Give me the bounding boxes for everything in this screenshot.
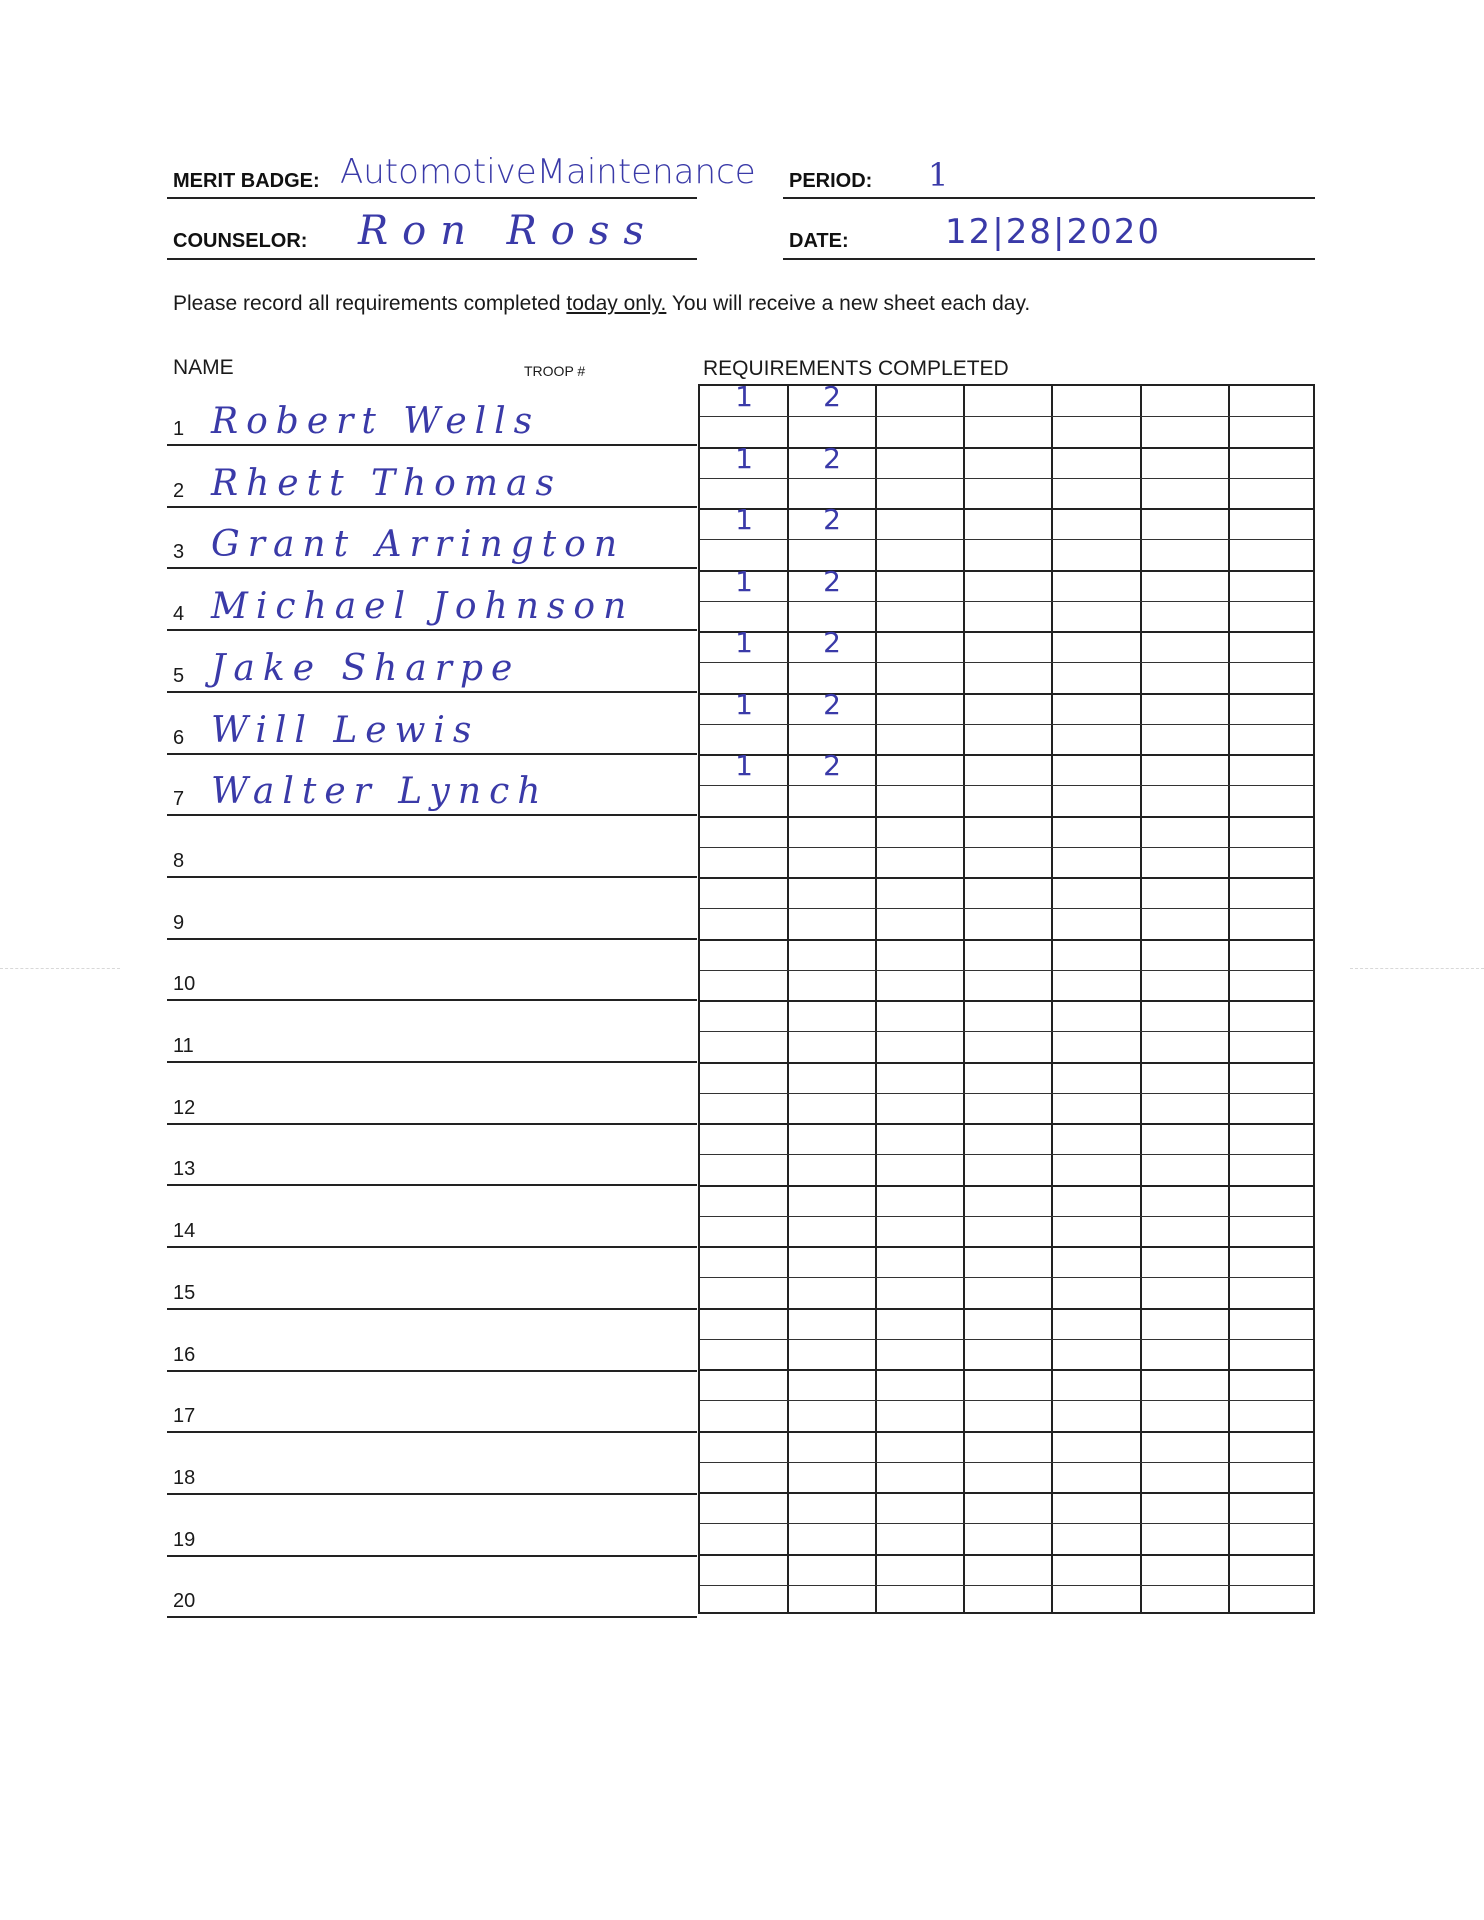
- roster-row: [167, 1310, 697, 1372]
- name-column-header: NAME: [173, 356, 234, 379]
- grid-row-divider: [700, 1308, 1313, 1310]
- row-number: 9: [173, 911, 185, 934]
- roster-row: [167, 939, 697, 1001]
- row-number: 1: [173, 418, 185, 440]
- period-value[interactable]: 1: [928, 156, 952, 194]
- roster-row: [167, 693, 697, 755]
- row-number: 20: [173, 1590, 196, 1613]
- grid-row-divider: [700, 1246, 1313, 1248]
- grid-half-row-divider: [700, 1462, 1313, 1463]
- requirements-grid: [698, 380, 1315, 1614]
- row-number: 19: [173, 1528, 196, 1551]
- requirement-mark[interactable]: 1: [735, 749, 753, 782]
- roster-row: [167, 1063, 697, 1125]
- grid-half-row-divider: [700, 601, 1313, 602]
- row-underline: [167, 1616, 697, 1618]
- row-number: 13: [173, 1158, 196, 1181]
- grid-half-row-divider: [700, 970, 1313, 971]
- grid-half-row-divider: [700, 1031, 1313, 1032]
- row-number: 18: [173, 1466, 196, 1489]
- roster-row: [167, 446, 697, 508]
- requirement-mark[interactable]: 2: [823, 503, 841, 536]
- row-number: 11: [173, 1035, 194, 1057]
- roster-row: [167, 384, 697, 446]
- scout-name[interactable]: Robert Wells: [211, 401, 541, 442]
- grid-row-divider: [700, 1062, 1313, 1064]
- grid-half-row-divider: [700, 1216, 1313, 1217]
- roster-row: [167, 754, 697, 816]
- grid-half-row-divider: [700, 908, 1313, 909]
- grid-row-divider: [700, 1492, 1313, 1494]
- scout-name[interactable]: Will Lewis: [211, 709, 480, 751]
- grid-half-row-divider: [700, 1585, 1313, 1586]
- date-value[interactable]: 12|28|2020: [945, 212, 1161, 252]
- grid-half-row-divider: [700, 416, 1313, 417]
- requirement-mark[interactable]: 2: [823, 564, 841, 598]
- grid-half-row-divider: [700, 478, 1313, 479]
- row-number: 8: [173, 849, 185, 872]
- roster-row: [167, 1248, 697, 1310]
- instructions-after: You will receive a new sheet each day.: [666, 292, 1031, 315]
- row-number: 10: [173, 973, 196, 996]
- grid-row-divider: [700, 1369, 1313, 1371]
- period-label: PERIOD:: [789, 170, 873, 192]
- roster-row: [167, 1371, 697, 1433]
- roster-row: [167, 1433, 697, 1495]
- row-number: 6: [173, 726, 185, 749]
- requirement-mark[interactable]: 1: [735, 441, 753, 475]
- grid-half-row-divider: [700, 1093, 1313, 1094]
- row-number: 4: [173, 603, 185, 626]
- requirement-mark[interactable]: 2: [823, 441, 841, 475]
- period-underline: [783, 197, 1315, 199]
- roster-row: [167, 878, 697, 940]
- fold-mark-right: [1350, 968, 1484, 969]
- counselor-label: COUNSELOR:: [173, 230, 308, 252]
- roster-row: [167, 569, 697, 631]
- row-number: 5: [173, 664, 185, 687]
- row-number: 2: [173, 479, 185, 502]
- grid-half-row-divider: [700, 1154, 1313, 1155]
- roster-row: [167, 1495, 697, 1557]
- requirement-mark[interactable]: 1: [735, 687, 753, 721]
- grid-row-divider: [700, 1000, 1313, 1002]
- requirements-column-header: REQUIREMENTS COMPLETED: [703, 357, 1009, 380]
- counselor-value[interactable]: Ron Ross: [358, 208, 658, 254]
- requirement-mark[interactable]: 1: [735, 626, 753, 659]
- scout-name[interactable]: Jake Sharpe: [211, 647, 521, 689]
- row-number: 3: [173, 541, 185, 564]
- roster-row: [167, 507, 697, 569]
- row-number: 16: [173, 1343, 196, 1366]
- scout-name[interactable]: Walter Lynch: [211, 771, 549, 813]
- requirement-mark[interactable]: 1: [735, 380, 753, 413]
- roster-row: [167, 1124, 697, 1186]
- merit-badge-underline: [167, 197, 697, 199]
- grid-half-row-divider: [700, 539, 1313, 540]
- row-number: 12: [173, 1096, 196, 1119]
- requirement-mark[interactable]: 2: [823, 749, 841, 782]
- merit-badge-label: MERIT BADGE:: [173, 170, 320, 192]
- scout-name[interactable]: Michael Johnson: [211, 586, 635, 628]
- scout-name[interactable]: Rhett Thomas: [211, 462, 562, 504]
- requirement-mark[interactable]: 2: [823, 380, 841, 413]
- grid-half-row-divider: [700, 662, 1313, 663]
- grid-row-divider: [700, 1185, 1313, 1187]
- grid-half-row-divider: [700, 1339, 1313, 1340]
- row-number: 14: [173, 1220, 196, 1243]
- row-number: 17: [173, 1405, 196, 1428]
- row-number: 15: [173, 1281, 196, 1304]
- requirement-mark[interactable]: 1: [735, 503, 753, 536]
- grid-half-row-divider: [700, 1400, 1313, 1401]
- grid-row-divider: [700, 1431, 1313, 1433]
- requirement-mark[interactable]: 1: [735, 564, 753, 598]
- roster-row: [167, 631, 697, 693]
- grid-half-row-divider: [700, 1523, 1313, 1524]
- requirement-mark[interactable]: 2: [823, 687, 841, 721]
- instructions-before: Please record all requirements completed: [173, 292, 567, 315]
- grid-row-divider: [700, 877, 1313, 879]
- date-underline: [783, 258, 1315, 260]
- grid-half-row-divider: [700, 785, 1313, 786]
- instructions-emphasis: today only.: [566, 292, 667, 315]
- grid-row-divider: [700, 816, 1313, 818]
- grid-half-row-divider: [700, 1277, 1313, 1278]
- roster-row: [167, 816, 697, 878]
- grid-half-row-divider: [700, 724, 1313, 725]
- merit-badge-value[interactable]: AutomotiveMaintenance: [340, 152, 756, 192]
- requirement-mark[interactable]: 2: [823, 626, 841, 659]
- roster-row: [167, 1001, 697, 1063]
- grid-half-row-divider: [700, 847, 1313, 848]
- date-label: DATE:: [789, 230, 849, 252]
- scout-name[interactable]: Grant Arrington: [211, 524, 626, 566]
- troop-column-header: TROOP #: [524, 363, 586, 379]
- roster-row: [167, 1556, 697, 1618]
- counselor-underline: [167, 258, 697, 260]
- row-number: 7: [173, 788, 185, 811]
- grid-row-divider: [700, 939, 1313, 941]
- roster-row: [167, 1186, 697, 1248]
- instructions-text: [173, 292, 1030, 316]
- grid-row-divider: [700, 1123, 1313, 1125]
- fold-mark-left: [0, 968, 120, 969]
- grid-row-divider: [700, 1554, 1313, 1556]
